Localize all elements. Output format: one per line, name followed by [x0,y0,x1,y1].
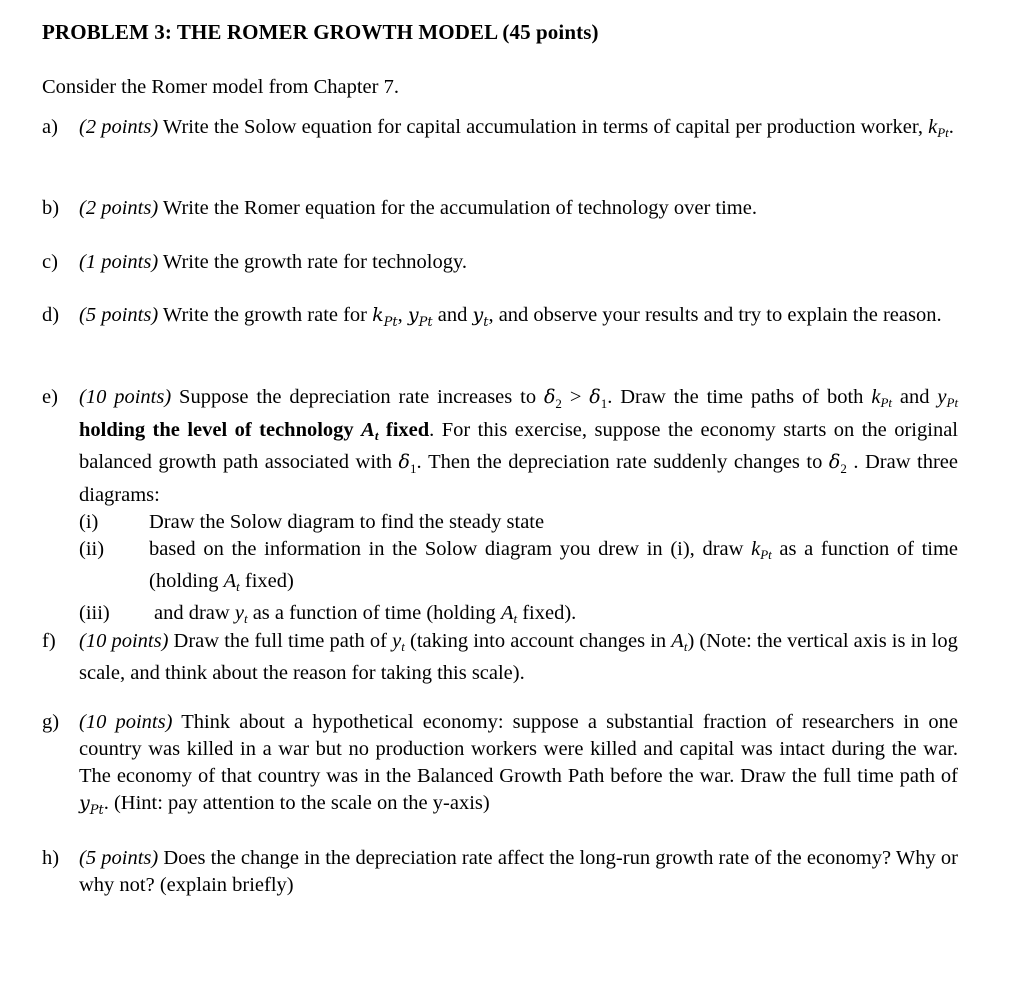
question-h-label: h) [42,847,60,869]
question-f-label: f) [42,630,56,652]
intro-text: Consider the Romer model from Chapter 7. [42,76,399,98]
question-e-subitems [79,509,958,632]
question-c-text: (1 points) Write the growth rate for technology. [79,251,468,273]
question-c-label: c) [42,251,58,273]
question-d [42,302,958,336]
question-g-label: g) [42,711,60,733]
question-e-label: e) [42,386,58,408]
question-f-points: (10 points) [79,630,169,652]
question-a [42,114,958,146]
question-b [42,195,958,222]
question-e-text: (10 points) Suppose the depreciation rate increases to $\delta_2 > \delta_1$. Draw the time paths of both $k_{Pt}$ and $y_{Pt}$ holding the level of technology $A_t$ fixed. For this exercise, suppose the economy starts on the original balanced growth path associated with $\delta_1$. Then the depreciation rate suddenly changes to $\delta_2$ . Draw three diagrams: [79,386,959,506]
question-c [42,249,958,276]
question-a-text: (2 points) Write the Solow equation for capital accumulation in terms of capital per production worker, $k_{Pt}$. [79,116,954,140]
subitem-i: (i) Draw the Solow diagram to find the steady state [79,511,545,533]
question-b-text: (2 points) Write the Romer equation for the accumulation of technology over time. [79,197,757,219]
question-a-points: (2 points) [79,116,159,138]
question-g [42,709,958,824]
question-f-text: (10 points) Draw the full time path of $y_t$ (taking into account changes in $A_t$) (Note: the vertical axis is in log scale, and think about the reason for taking this scale). [79,630,958,684]
problem-title: PROBLEM 3: THE ROMER GROWTH MODEL (45 points) [42,20,599,44]
question-d-text: (5 points) Write the growth rate for $k_{Pt}$, $y_{Pt}$ and $y_t$, and observe your results and try to explain the reason. [79,304,942,330]
subitem-ii: (ii) based on the information in the Solow diagram you drew in (i), draw $k_{Pt}$ as a function of time (holding $A_t$ fixed) [79,538,959,594]
question-a-label: a) [42,116,58,138]
subitem-iii: (iii) and draw $y_t$ as a function of time (holding $A_t$ fixed). [79,602,577,626]
question-h [42,845,958,899]
question-d-label: d) [42,304,60,326]
question-h-points: (5 points) [79,847,159,869]
question-e [42,384,958,632]
question-g-points: (10 points) [79,711,173,733]
question-g-text: (10 points) Think about a hypothetical economy: suppose a substantial fraction of researchers in one country was killed in a war but no production workers were killed and capital was intact during the war. The economy of that country was in the Balanced Growth Path before the war. Draw the full time path of $y_{Pt}$. (Hint: pay attention to the scale on the y-axis) [79,711,958,818]
question-b-points: (2 points) [79,197,159,219]
question-e-points: (10 points) [79,386,172,408]
question-h-text: (5 points) Does the change in the depreciation rate affect the long-run growth rate of the economy? Why or why not? (explain briefly) [79,847,958,896]
question-b-label: b) [42,197,60,219]
question-f [42,628,958,687]
question-d-points: (5 points) [79,304,159,326]
question-c-points: (1 points) [79,251,159,273]
